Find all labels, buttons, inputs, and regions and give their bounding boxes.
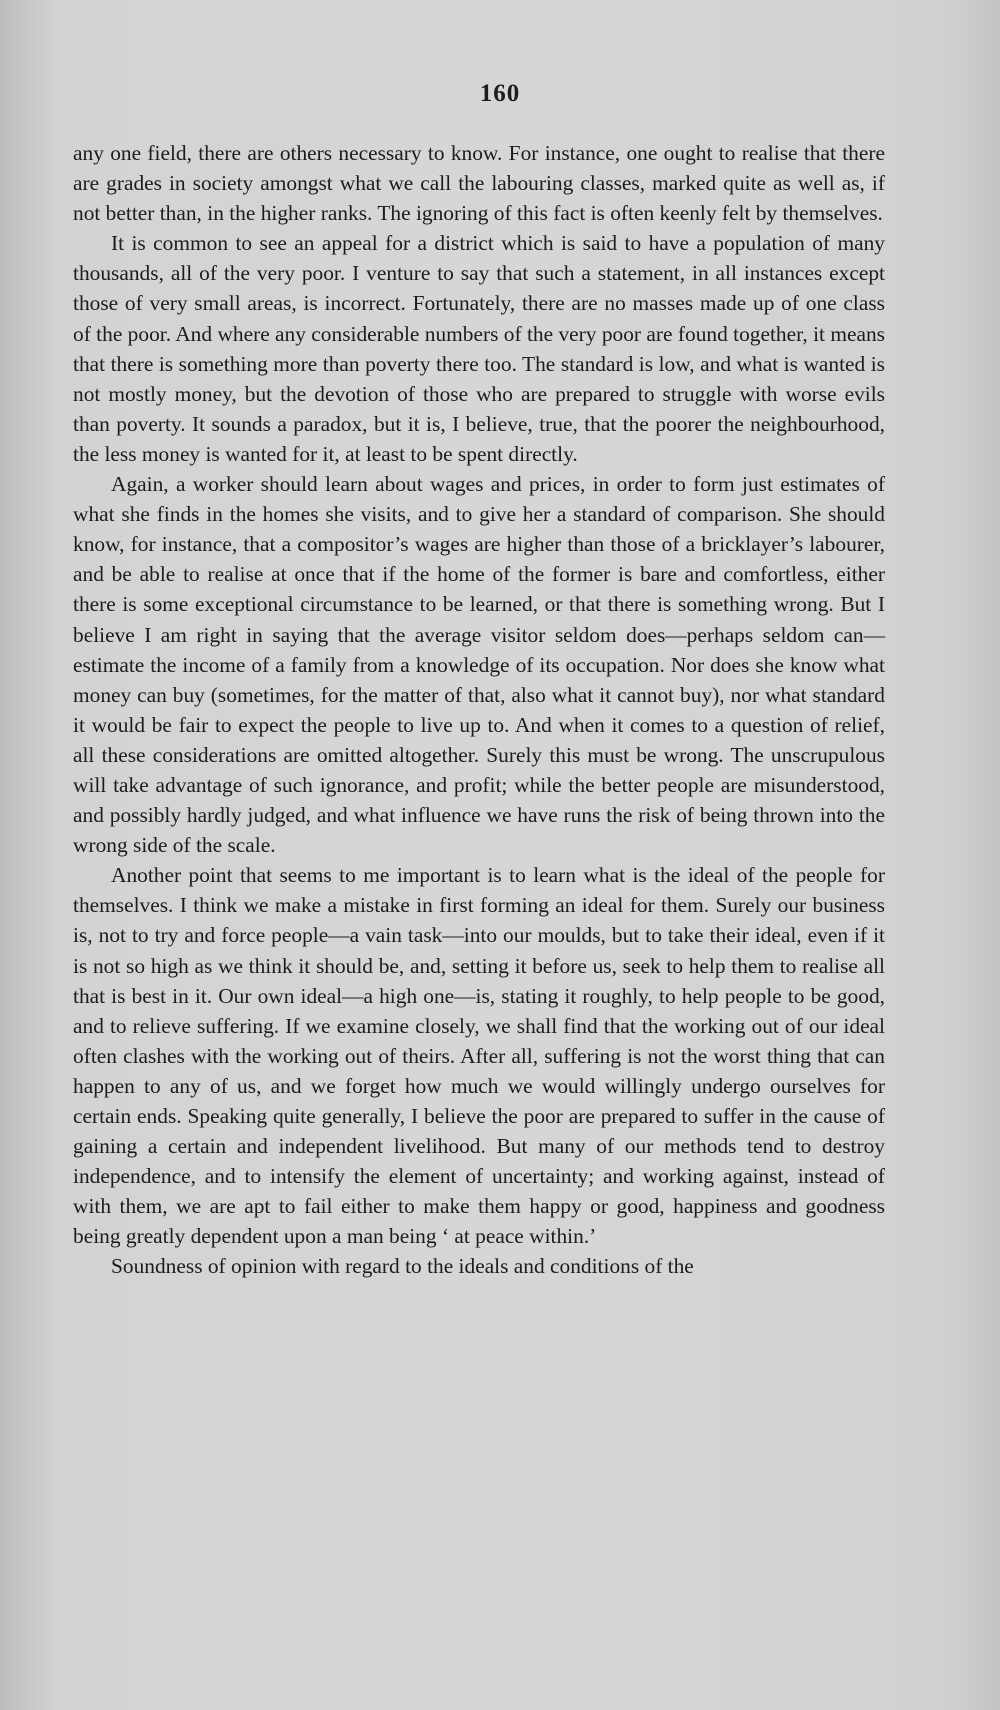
page-number: 160 [479,80,521,107]
paragraph: Again, a worker should learn about wages and prices, in order to form just estimates of what she finds in the homes she visits, and to give her a standard of comparison. She should know, for instance, that a compositor’s wages are higher than those of a bricklayer’s labourer, and be able to realise at once that if the home of the former is bare and comfortless, either there is some exceptional circumstance to be learned, or that there is something wrong. But I believe I am right in saying that the average visitor seldom does—perhaps seldom can—estimate the income of a family from a knowledge of its occupation. Nor does she know what money can buy (sometimes, for the matter of that, also what it cannot buy), nor what standard it would be fair to expect the people to live up to. And when it comes to a question of relief, all these considerations are omitted altogether. Surely this must be wrong. The unscrupulous will take advantage of such ignorance, and profit; while the better people are misunderstood, and possibly hardly judged, and what influence we have runs the risk of being thrown into the wrong side of the scale. [73,472,885,858]
body-text [73,138,885,1282]
paragraph: Soundness of opinion with regard to the ideals and conditions of the [111,1254,694,1279]
paragraph: It is common to see an appeal for a district which is said to have a population of many thousands, all of the very poor. I venture to say that such a statement, in all instances except those of very small areas, is incorrect. Fortunately, there are no masses made up of one class of the poor. And where any considerable numbers of the very poor are found together, it means that there is something more than poverty there too. The standard is low, and what is wanted is not mostly money, but the devotion of those who are prepared to struggle with worse evils than poverty. It sounds a paradox, but it is, I believe, true, that the poorer the neighbourhood, the less money is wanted for it, at least to be spent directly. [73,231,885,466]
paragraph-continued: any one field, there are others necessary to know. For instance, one ought to realise that there are grades in society amongst what we call the labouring classes, marked quite as well as, if not better than, in the higher ranks. The ignoring of this fact is often keenly felt by themselves. [73,141,885,226]
paragraph: Another point that seems to me important is to learn what is the ideal of the people for themselves. I think we make a mistake in first forming an ideal for them. Surely our business is, not to try and force people—a vain task—into our moulds, but to take their ideal, even if it is not so high as we think it should be, and, setting it before us, seek to help them to realise all that is best in it. Our own ideal—a high one—is, stating it roughly, to help people to be good, and to relieve suffering. If we examine closely, we shall find that the working out of our ideal often clashes with the working out of theirs. After all, suffering is not the worst thing that can happen to any of us, and we forget how much we would willingly undergo ourselves for certain ends. Speaking quite generally, I believe the poor are prepared to suffer in the cause of gaining a certain and independent livelihood. But many of our methods tend to destroy independence, and to intensify the element of uncertainty; and working against, instead of with them, we are apt to fail either to make them happy or good, happiness and goodness being greatly dependent upon a man being ‘ at peace within.’ [73,863,885,1249]
